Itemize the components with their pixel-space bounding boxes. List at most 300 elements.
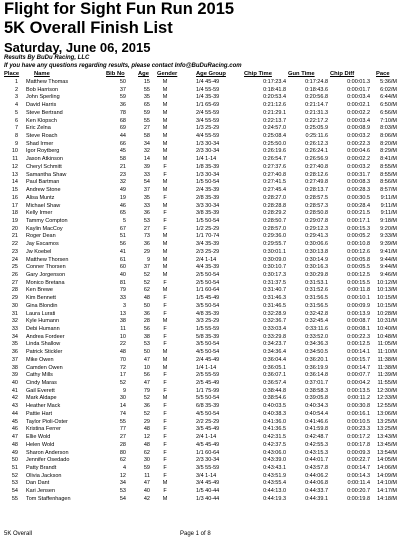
cell-gun: 0:30:13.8 [305,248,328,255]
table-row [0,218,400,226]
cell-diff: 0:00:09.9 [347,302,370,309]
cell-age: 52 [143,410,150,417]
cell-pace: 6:44/M [380,94,397,101]
cell-diff: 0:00:02.2 [347,109,370,116]
cell-chip: 0:21:12.6 [263,102,286,109]
cell-chip: 0:41:36.5 [263,426,286,433]
cell-gender: F [163,418,167,425]
cell-diff: 0:00:02.1 [347,102,370,109]
cell-chip: 0:43:06.0 [263,449,286,456]
cell-age: 50 [143,349,150,356]
cell-chip: 0:36:07.1 [263,372,286,379]
cell-diff: 0:00:15.7 [347,356,370,363]
cell-pace: 8:03/M [380,125,397,132]
cell-bib: 41 [119,248,126,255]
cell-gender: F [163,326,167,332]
cell-bib: 4 [122,464,126,471]
cell-pace: 12:55/M [377,403,397,410]
cell-chip: 0:26:54.7 [263,156,286,163]
cell-chip: 0:28:28.8 [263,202,286,209]
cell-pace: 13:25/M [377,426,397,433]
cell-diff: 0:00:12.6 [347,248,370,255]
cell-chip: 0:31:37.5 [263,279,286,286]
cell-gun: 0:20:56.8 [305,94,328,101]
cell-bib: 81 [119,279,126,286]
cell-pace: 12:33/M [377,395,397,402]
cell-gun: 0:32:45.4 [305,318,328,325]
table-row [0,264,400,272]
cell-diff: 0:00:11.8 [347,287,370,294]
table-row [0,79,400,87]
cell-bib: 33 [119,295,126,302]
cell-group: 4/4 35-39 [196,264,220,271]
cell-chip: 0:43:39.0 [263,457,286,464]
cell-diff: 0:00:11.2 [347,395,370,402]
cell-age: 73 [143,233,150,240]
cell-diff: 0:00:03.2 [347,133,370,140]
cell-group: 1/1 75-99 [196,387,220,394]
cell-age: 15 [143,79,150,85]
cell-gender: M [162,349,168,356]
cell-diff: 0:00:11.4 [347,480,370,487]
cell-place: 21 [11,233,18,240]
cell-gun: 0:21:14.7 [305,102,328,109]
cell-age: 56 [143,326,150,332]
column-headers [0,70,400,78]
cell-name: Gina Blondin [26,302,58,309]
cell-place: 52 [11,472,18,479]
cell-bib: 46 [119,202,126,209]
cell-place: 20 [11,225,18,232]
cell-place: 55 [11,495,18,502]
cell-group: 1/4 1-14 [196,364,217,371]
cell-pace: 9:39/M [380,241,397,248]
cell-bib: 78 [119,109,126,116]
cell-group: 4/4 55-59 [196,133,220,140]
cell-chip: 0:27:45.4 [263,187,286,194]
cell-diff: 0:00:17.8 [347,441,370,448]
cell-place: 40 [11,380,18,387]
cell-gender: M [162,364,168,371]
cell-diff: 0:00:04.6 [347,148,370,155]
table-row [0,102,400,110]
cell-bib: 22 [119,341,126,348]
cell-name: Helen Wold [26,441,55,448]
cell-place: 10 [11,148,18,155]
cell-gender: M [162,133,168,140]
cell-chip: 0:26:19.6 [263,148,286,155]
cell-age: 28 [143,318,150,325]
cell-pace: 14:05/M [377,457,397,464]
cell-place: 30 [11,302,18,309]
cell-name: Dan Dant [26,480,50,487]
table-row [0,395,400,403]
cell-group: 1/5 40-44 [196,488,220,495]
cell-pace: 10:15/M [377,302,397,309]
cell-age: 29 [143,418,150,425]
cell-chip: 0:32:36.7 [263,318,286,325]
cell-bib: 66 [119,140,126,147]
cell-bib: 79 [119,287,126,294]
cell-bib: 44 [119,133,126,140]
cell-place: 18 [11,210,18,217]
cell-gun: 0:43:15.3 [305,449,328,456]
cell-chip: 0:21:29.1 [263,109,286,116]
cell-group: 1/3 30-34 [196,171,220,178]
cell-place: 15 [11,187,18,194]
cell-pace: 9:18/M [380,217,397,224]
cell-gun: 0:26:24.1 [305,148,328,155]
cell-age: 36 [143,210,150,217]
cell-gender: M [162,86,168,93]
table-row [0,110,400,118]
cell-name: Pattie Hart [26,410,52,417]
cell-place: 50 [11,457,18,464]
cell-gun: 0:44:39.1 [305,495,328,502]
cell-chip: 0:28:27.0 [263,194,286,201]
cell-chip: 0:44:13.0 [263,488,286,495]
cell-group: 2/3 30-34 [196,457,220,464]
cell-place: 26 [11,271,18,278]
table-row [0,311,400,319]
cell-pace: 9:11/M [380,194,397,201]
cell-pace: 8:41/M [380,156,397,163]
cell-name: Conner Thorsen [26,264,66,271]
cell-gender: F [163,426,167,433]
cell-group: 3/3 30-34 [196,202,220,209]
cell-chip: 0:28:50.7 [263,217,286,224]
cell-pace: 13:54/M [377,449,397,456]
cell-pace: 9:11/M [380,210,397,217]
cell-age: 33 [143,171,150,178]
cell-gender: M [162,202,168,209]
cell-bib: 58 [119,156,126,163]
table-row [0,133,400,141]
cell-group: 3/4 55-59 [196,117,220,124]
cell-name: Matthew Thorsen [26,256,69,263]
cell-gender: F [163,225,167,232]
cell-diff: 0:00:15.3 [347,225,370,232]
cell-gun: 0:40:54.4 [305,410,328,417]
cell-bib: 67 [119,225,126,232]
cell-pace: 11:05/M [377,341,397,348]
cell-group: 2/4 1-14 [196,434,217,441]
cell-gun: 0:34:50.5 [305,349,328,356]
table-row [0,388,400,396]
cell-gun: 0:41:59.8 [305,426,328,433]
cell-gender: M [162,125,168,132]
cell-name: Gail Everett [26,387,55,394]
results-by: Results By BuDu Racing, LLC [4,55,90,61]
col-gender: Gender [157,71,178,77]
table-row [0,357,400,365]
table-row [0,272,400,280]
cell-gun: 0:31:56.5 [305,295,328,302]
cell-gun: 0:41:46.6 [305,418,328,425]
cell-group: 5/8 35-39 [196,333,220,340]
cell-diff: 0:00:08.7 [347,318,370,325]
cell-age: 56 [143,372,150,379]
cell-diff: 0:00:20.7 [347,488,370,495]
table-row [0,457,400,465]
cell-gender: M [162,94,168,101]
cell-name: Linda Shallow [26,341,61,348]
cell-place: 11 [12,156,18,163]
cell-diff: 0:00:14.3 [347,472,370,479]
cell-diff: 0:00:01.7 [347,86,370,93]
cell-bib: 17 [119,372,126,379]
cell-group: 2/4 35-39 [196,187,220,194]
cell-gun: 0:32:42.8 [305,310,328,317]
cell-diff: 0:00:30.5 [347,194,370,201]
cell-place: 17 [11,202,18,209]
cell-diff: 0:00:22.7 [347,457,370,464]
cell-bib: 70 [119,356,126,363]
cell-pace: 11:10/M [377,349,397,356]
table-row [0,249,400,257]
cell-gun: 0:31:56.5 [305,302,328,309]
cell-name: Steve Bertrand [26,109,63,116]
cell-chip: 0:33:03.4 [263,326,286,332]
cell-name: Igor Roytberg [26,148,60,155]
cell-bib: 19 [119,194,126,201]
cell-diff: 0:00:01.3 [347,79,370,85]
cell-gender: M [162,318,168,325]
cell-chip: 0:31:46.3 [263,295,286,302]
cell-place: 39 [11,372,18,379]
cell-pace: 14:17/M [377,488,397,495]
cell-age: 62 [143,449,150,456]
cell-age: 53 [143,217,150,224]
cell-name: Michael Shaw [26,202,61,209]
cell-age: 9 [146,256,150,263]
cell-group: 1/2 25-29 [196,225,220,232]
cell-gender: M [162,79,168,85]
cell-age: 65 [143,102,150,109]
cell-diff: 0:00:07.7 [347,372,370,379]
col-age-group: Age Group [196,71,226,77]
cell-bib: 23 [119,171,126,178]
cell-chip: 0:31:40.7 [263,287,286,294]
cell-group: 1/8 35-39 [196,163,220,170]
cell-gender: F [163,464,167,471]
table-row [0,349,400,357]
cell-age: 42 [143,495,150,502]
cell-pace: 10:15/M [377,295,397,302]
cell-age: 14 [143,156,150,163]
cell-place: 2 [14,86,18,93]
list-title: 5K Overall Finish List [4,19,173,37]
cell-chip: 0:34:36.4 [263,349,286,356]
cell-bib: 28 [119,441,126,448]
cell-gender: M [162,495,168,502]
cell-name: David Harris [26,102,57,109]
cell-place: 5 [14,109,18,116]
cell-name: Monico Bretana [26,279,65,286]
cell-gun: 0:28:57.3 [305,202,328,209]
cell-gun: 0:44:06.2 [305,472,328,479]
cell-gun: 0:31:52.6 [305,287,328,294]
cell-place: 44 [11,410,18,417]
cell-bib: 30 [119,395,126,402]
cell-group: 3/4 35-39 [196,241,220,248]
cell-group: 3/5 45-49 [196,426,220,433]
cell-age: 37 [143,187,150,194]
cell-pace: 8:06/M [380,133,397,140]
cell-name: Cindy Maras [26,380,57,387]
cell-age: 54 [143,179,150,186]
cell-age: 50 [143,302,150,309]
cell-gender: F [163,441,167,448]
cell-group: 1/5 55-59 [196,326,220,332]
cell-group: 4/5 50-54 [196,349,220,356]
cell-pace: 13:45/M [377,441,397,448]
cell-group: 2/8 35-39 [196,194,220,201]
cell-diff: 0:00:08.3 [347,179,370,186]
cell-name: Patty Brandt [26,464,57,471]
cell-name: John Sperling [26,94,60,101]
cell-diff: 0:00:08.9 [347,125,370,132]
cell-name: Olivia Jackson [26,472,62,479]
cell-pace: 11:38/M [377,364,397,371]
cell-name: Camden Owen [26,364,63,371]
cell-group: 4/5 45-49 [196,441,220,448]
cell-gun: 0:44:01.7 [305,457,328,464]
cell-gun: 0:28:57.5 [305,194,328,201]
cell-pace: 9:33/M [380,233,397,240]
cell-chip: 0:32:28.9 [263,310,286,317]
cell-diff: 0:00:30.8 [347,403,370,410]
cell-pace: 14:06/M [377,464,397,471]
cell-bib: 59 [119,94,126,101]
cell-bib: 56 [119,241,126,248]
cell-place: 24 [11,256,18,263]
cell-gender: M [162,117,168,124]
cell-bib: 62 [119,457,126,464]
cell-age: 30 [143,457,150,464]
contact-note: If you have any questions regarding results, please contact Info@BuDuRacing.com [4,62,242,69]
cell-name: Andrew Stone [26,187,61,194]
cell-age: 59 [143,464,150,471]
cell-group: 4/8 35-39 [196,310,220,317]
cell-chip: 0:31:46.5 [263,302,286,309]
cell-name: Jay Escamos [26,241,59,248]
cell-chip: 0:40:03.5 [263,403,286,410]
col-pace: Pace [376,71,390,77]
cell-gun: 0:36:20.1 [305,356,328,363]
cell-gender: F [163,341,167,348]
cell-name: Kelly Irmer [26,210,53,217]
cell-gun: 0:36:19.9 [305,364,328,371]
cell-group: 2/4 45-49 [196,356,220,363]
cell-bib: 60 [119,264,126,271]
cell-name: Debi Humann [26,326,60,332]
cell-place: 41 [11,387,18,394]
cell-chip: 0:41:36.0 [263,418,286,425]
cell-chip: 0:28:57.0 [263,225,286,232]
cell-gender: M [162,187,168,194]
cell-chip: 0:30:09.0 [263,256,286,263]
table-row [0,156,400,164]
cell-gun: 0:30:06.6 [305,241,328,248]
cell-gun: 0:26:56.9 [305,156,328,163]
cell-diff: 0:00:05.8 [347,256,370,263]
cell-diff: 0:00:02.2 [347,156,370,163]
cell-age: 52 [143,279,150,286]
cell-diff: 0:00:04.2 [347,380,370,387]
cell-pace: 9:20/M [380,225,397,232]
cell-name: Ken Brewe [26,287,53,294]
cell-chip: 0:29:55.7 [263,241,286,248]
cell-bib: 5 [122,217,126,224]
cell-place: 7 [14,125,18,132]
cell-bib: 49 [119,187,126,194]
cell-name: Sharon Anderson [26,449,69,456]
cell-name: Patrick Stickler [26,349,63,356]
cell-age: 47 [143,356,150,363]
cell-age: 10 [143,364,150,371]
cell-gender: F [163,434,167,441]
cell-group: 2/4 1-14 [196,256,217,263]
cell-chip: 0:17:23.4 [263,79,286,85]
cell-bib: 51 [119,233,126,240]
cell-age: 36 [143,241,150,248]
cell-gun: 0:44:06.8 [305,480,328,487]
table-row [0,450,400,458]
cell-chip: 0:27:40.8 [263,171,286,178]
cell-gun: 0:30:16.3 [305,264,328,271]
cell-group: 1/3 30-34 [196,140,220,147]
cell-diff: 0:00:22.3 [347,333,370,340]
cell-place: 1 [14,79,18,85]
cell-place: 22 [11,241,18,248]
cell-gun: 0:33:52.0 [305,333,328,340]
cell-pace: 10:12/M [377,279,397,286]
cell-gender: F [163,163,167,170]
cell-gun: 0:38:58.3 [305,387,328,394]
table-row [0,148,400,156]
cell-age: 48 [143,426,150,433]
cell-gun: 0:30:29.8 [305,271,328,278]
cell-diff: 0:00:21.5 [347,210,370,217]
cell-bib: 37 [119,86,126,93]
cell-name: Gary Jorgenson [26,271,66,278]
cell-name: Eric Zelna [26,125,51,132]
cell-age: 27 [143,225,150,232]
cell-diff: 0:00:10.1 [347,295,370,302]
cell-diff: 0:00:13.9 [347,310,370,317]
cell-gun: 0:29:41.3 [305,233,328,240]
cell-age: 12 [143,434,150,441]
cell-age: 27 [143,125,150,132]
cell-name: Jason Atkinson [26,156,63,163]
cell-pace: 12:30/M [377,387,397,394]
cell-chip: 0:42:37.5 [263,441,286,448]
cell-pace: 5:36/M [380,79,397,85]
cell-age: 47 [143,480,150,487]
cell-name: Mike Owen [26,356,54,363]
cell-bib: 45 [119,148,126,155]
cell-gender: F [163,387,167,394]
table-row [0,411,400,419]
cell-group: 1/5 45-49 [196,295,220,302]
cell-gender: M [162,480,168,487]
table-row [0,473,400,481]
cell-bib: 55 [119,418,126,425]
cell-place: 43 [11,403,18,410]
cell-diff: 0:00:28.4 [347,202,370,209]
table-row [0,210,400,218]
